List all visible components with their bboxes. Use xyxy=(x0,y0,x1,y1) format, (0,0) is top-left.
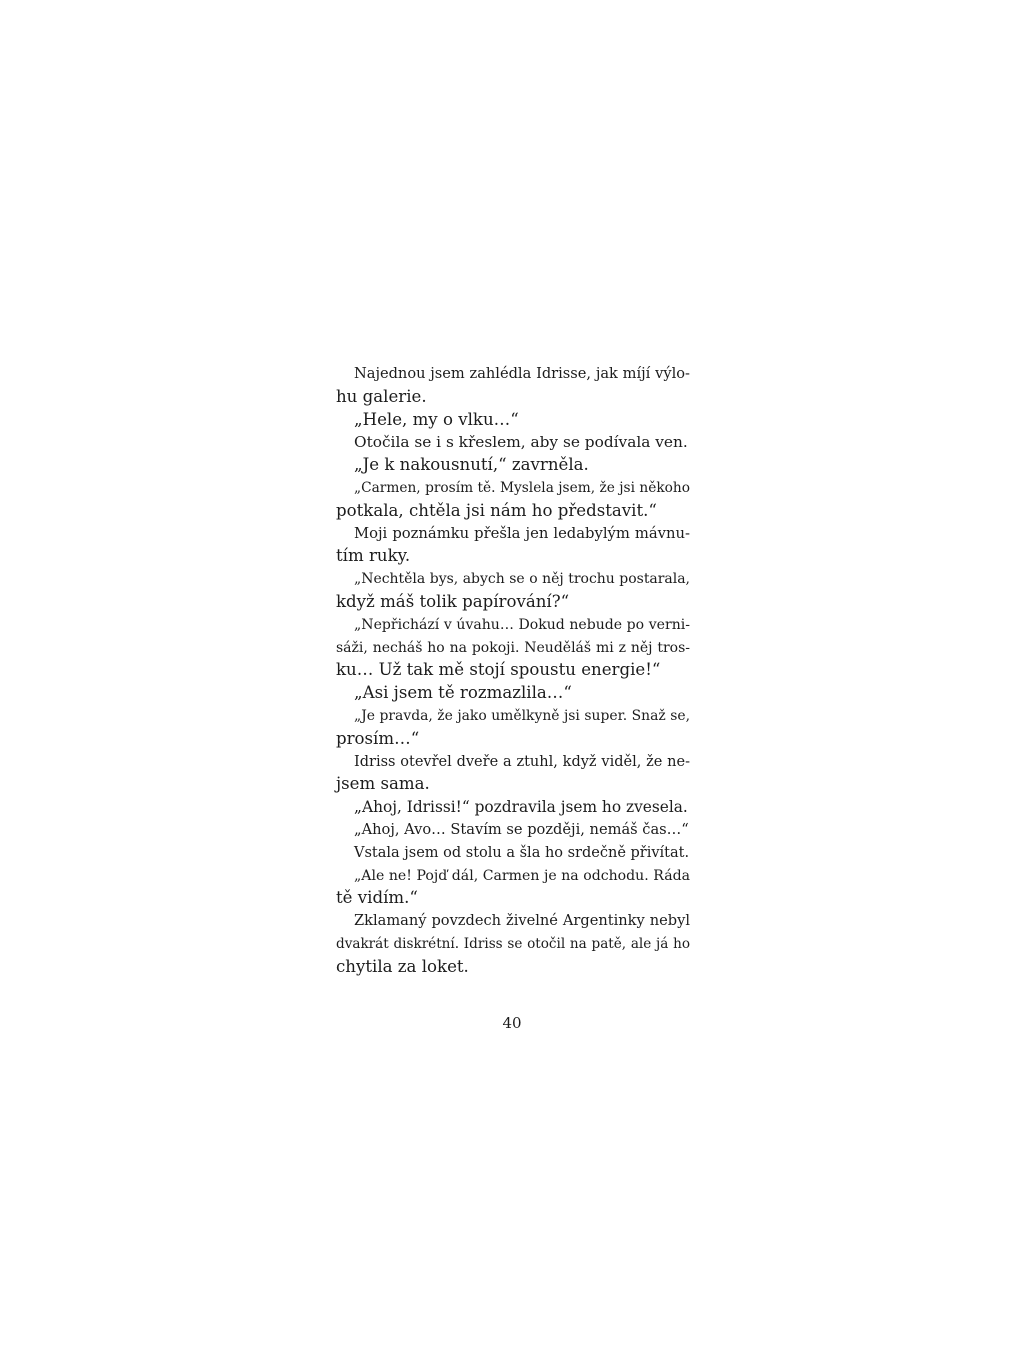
body-text xyxy=(336,363,690,979)
text-line: jsem sama. xyxy=(336,774,430,794)
text-line: hu galerie. xyxy=(336,386,427,406)
text-line: „Je pravda, že jako umělkyně jsi super. Snaž se, xyxy=(354,707,690,724)
text-line: když máš tolik papírování?“ xyxy=(336,591,570,611)
text-line: tím ruky. xyxy=(336,546,411,566)
text-line: Idriss otevřel dveře a ztuhl, když viděl, že ne- xyxy=(354,753,690,770)
text-line: „Nepřichází v úvahu… Dokud nebude po verni- xyxy=(354,616,690,633)
text-line: sáži, necháš ho na pokoji. Neuděláš mi z něj tros- xyxy=(336,639,690,656)
text-line: Vstala jsem od stolu a šla ho srdečně přivítat. xyxy=(354,844,690,861)
text-line: „Asi jsem tě rozmazlila…“ xyxy=(354,683,572,703)
text-line: prosím…“ xyxy=(336,728,420,748)
text-line: „Ahoj, Idrissi!“ pozdravila jsem ho zvesela. xyxy=(354,798,688,817)
text-line: ku… Už tak mě stojí spoustu energie!“ xyxy=(336,660,661,680)
text-line: „Ahoj, Avo… Stavím se později, nemáš čas…“ xyxy=(354,820,689,838)
text-line: Otočila se i s křeslem, aby se podívala ven. xyxy=(354,433,688,452)
text-line: Najednou jsem zahlédla Idrisse, jak míjí výlo- xyxy=(354,365,690,382)
text-line: potkala, chtěla jsi nám ho představit.“ xyxy=(336,500,657,520)
text-line: Zklamaný povzdech živelné Argentinky nebyl xyxy=(354,912,690,930)
text-line: „Carmen, prosím tě. Myslela jsem, že jsi někoho xyxy=(354,479,690,496)
text-line: „Nechtěla bys, abych se o něj trochu postarala, xyxy=(354,571,690,588)
text-line: „Je k nakousnutí,“ zavrněla. xyxy=(354,455,589,475)
text-line: dvakrát diskrétní. Idriss se otočil na patě, ale já ho xyxy=(336,935,690,952)
text-line: Moji poznámku přešla jen ledabylým mávnu- xyxy=(354,524,690,542)
text-line: „Hele, my o vlku…“ xyxy=(354,409,519,429)
text-line: „Ale ne! Pojď dál, Carmen je na odchodu. Ráda xyxy=(354,867,690,884)
page-number: 40 xyxy=(502,1014,522,1032)
text-line: chytila za loket. xyxy=(336,956,469,976)
text-line: tě vidím.“ xyxy=(336,888,418,908)
